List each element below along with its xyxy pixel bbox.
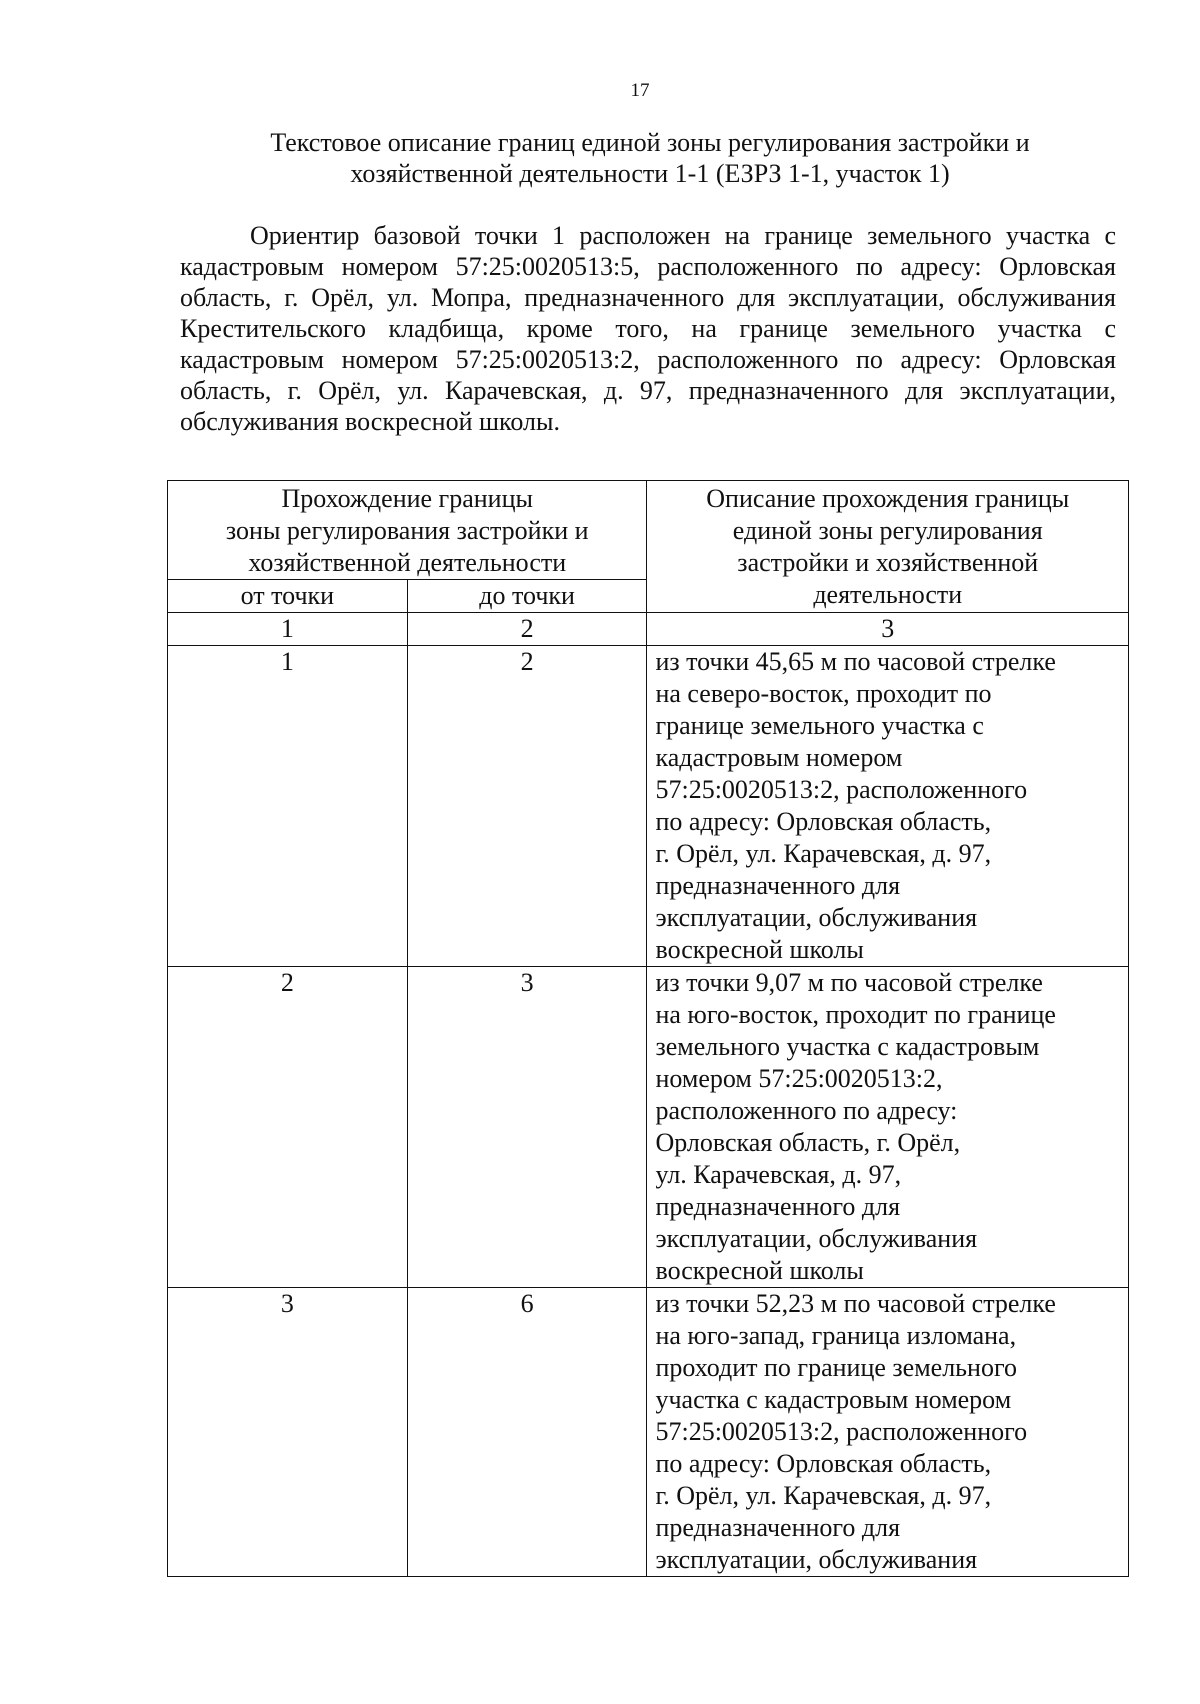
description-line: предназначенного для: [655, 1192, 901, 1221]
header-line: зоны регулирования застройки и: [225, 516, 589, 545]
description-line: по адресу: Орловская область,: [655, 807, 992, 836]
description-cell: [647, 967, 1129, 1288]
column-number: 2: [407, 613, 647, 646]
description-line: ул. Карачевская, д. 97,: [655, 1160, 902, 1189]
description-line: из точки 9,07 м по часовой стрелке: [655, 968, 1043, 997]
to-point-cell: 6: [407, 1288, 647, 1577]
from-point-cell: 1: [168, 646, 408, 967]
column-number-row: [168, 613, 1129, 646]
description-line: г. Орёл, ул. Карачевская, д. 97,: [655, 839, 992, 868]
description-line: 57:25:0020513:2, расположенного: [655, 775, 1028, 804]
description-line: по адресу: Орловская область,: [655, 1449, 992, 1478]
title-line: хозяйственной деятельности 1-1 (ЕЗРЗ 1-1, участок 1): [350, 159, 950, 188]
header-to-point: до точки: [407, 580, 647, 613]
to-point-cell: 2: [407, 646, 647, 967]
description-line: номером 57:25:0020513:2,: [655, 1064, 943, 1093]
header-row-group: [168, 481, 1129, 580]
header-from-point: от точки: [168, 580, 408, 613]
description-line: эксплуатации, обслуживания: [655, 1545, 978, 1574]
description-line: предназначенного для: [655, 871, 901, 900]
description-line: эксплуатации, обслуживания: [655, 1224, 978, 1253]
header-line: единой зоны регулирования: [732, 516, 1043, 545]
header-line: Описание прохождения границы: [706, 484, 1070, 513]
description-line: земельного участка с кадастровым: [655, 1032, 1040, 1061]
description-line: из точки 45,65 м по часовой стрелке: [655, 647, 1056, 676]
description-line: эксплуатации, обслуживания: [655, 903, 978, 932]
description-cell: [647, 1288, 1129, 1577]
description-cell: [647, 646, 1129, 967]
header-line: застройки и хозяйственной: [737, 548, 1039, 577]
description-line: на юго-запад, граница изломана,: [655, 1321, 1017, 1350]
description-line: предназначенного для: [655, 1513, 901, 1542]
description-line: проходит по границе земельного: [655, 1353, 1017, 1382]
description-line: Орловская область, г. Орёл,: [655, 1128, 961, 1157]
description-line: 57:25:0020513:2, расположенного: [655, 1417, 1028, 1446]
header-boundary-passage: [168, 481, 647, 580]
description-line: из точки 52,23 м по часовой стрелке: [655, 1289, 1056, 1318]
header-line: Прохождение границы: [281, 484, 533, 513]
description-line: г. Орёл, ул. Карачевская, д. 97,: [655, 1481, 992, 1510]
description-line: на северо-восток, проходит по: [655, 679, 992, 708]
table-row: [168, 1288, 1129, 1577]
description-line: воскресной школы: [655, 935, 864, 964]
description-line: расположенного по адресу:: [655, 1096, 958, 1125]
header-boundary-description: [647, 481, 1129, 613]
to-point-cell: 3: [407, 967, 647, 1288]
column-number: 1: [168, 613, 408, 646]
document-title: [170, 127, 1130, 189]
intro-paragraph: Ориентир базовой точки 1 расположен на границе земельного участка с кадастровым номером 57:25:0020513:5, расположенного по адресу: Орловская область, г. Орёл, ул. Мопра, предназначенного для эксплуатации, обслуживания Крестительского кладбища, кроме того, на границе земельного участка с кадастровым номером 57:25:0020513:2, расположенного по адресу: Орловская область, г. Орёл, ул. Карачевская, д. 97, предназначенного для эксплуатации, обслуживания воскресной школы.: [180, 221, 1116, 436]
title-line: Текстовое описание границ единой зоны регулирования застройки и: [270, 128, 1030, 157]
header-line: хозяйственной деятельности: [248, 548, 567, 577]
boundary-table: [167, 480, 1129, 1577]
description-line: воскресной школы: [655, 1256, 864, 1285]
description-line: на юго-восток, проходит по границе: [655, 1000, 1056, 1029]
description-line: границе земельного участка с: [655, 711, 984, 740]
description-line: участка с кадастровым номером: [655, 1385, 1012, 1414]
header-line: деятельности: [813, 580, 963, 609]
from-point-cell: 2: [168, 967, 408, 1288]
from-point-cell: 3: [168, 1288, 408, 1577]
description-line: кадастровым номером: [655, 743, 903, 772]
table-row: [168, 646, 1129, 967]
page-number: 17: [630, 80, 650, 101]
table-row: [168, 967, 1129, 1288]
column-number: 3: [647, 613, 1129, 646]
